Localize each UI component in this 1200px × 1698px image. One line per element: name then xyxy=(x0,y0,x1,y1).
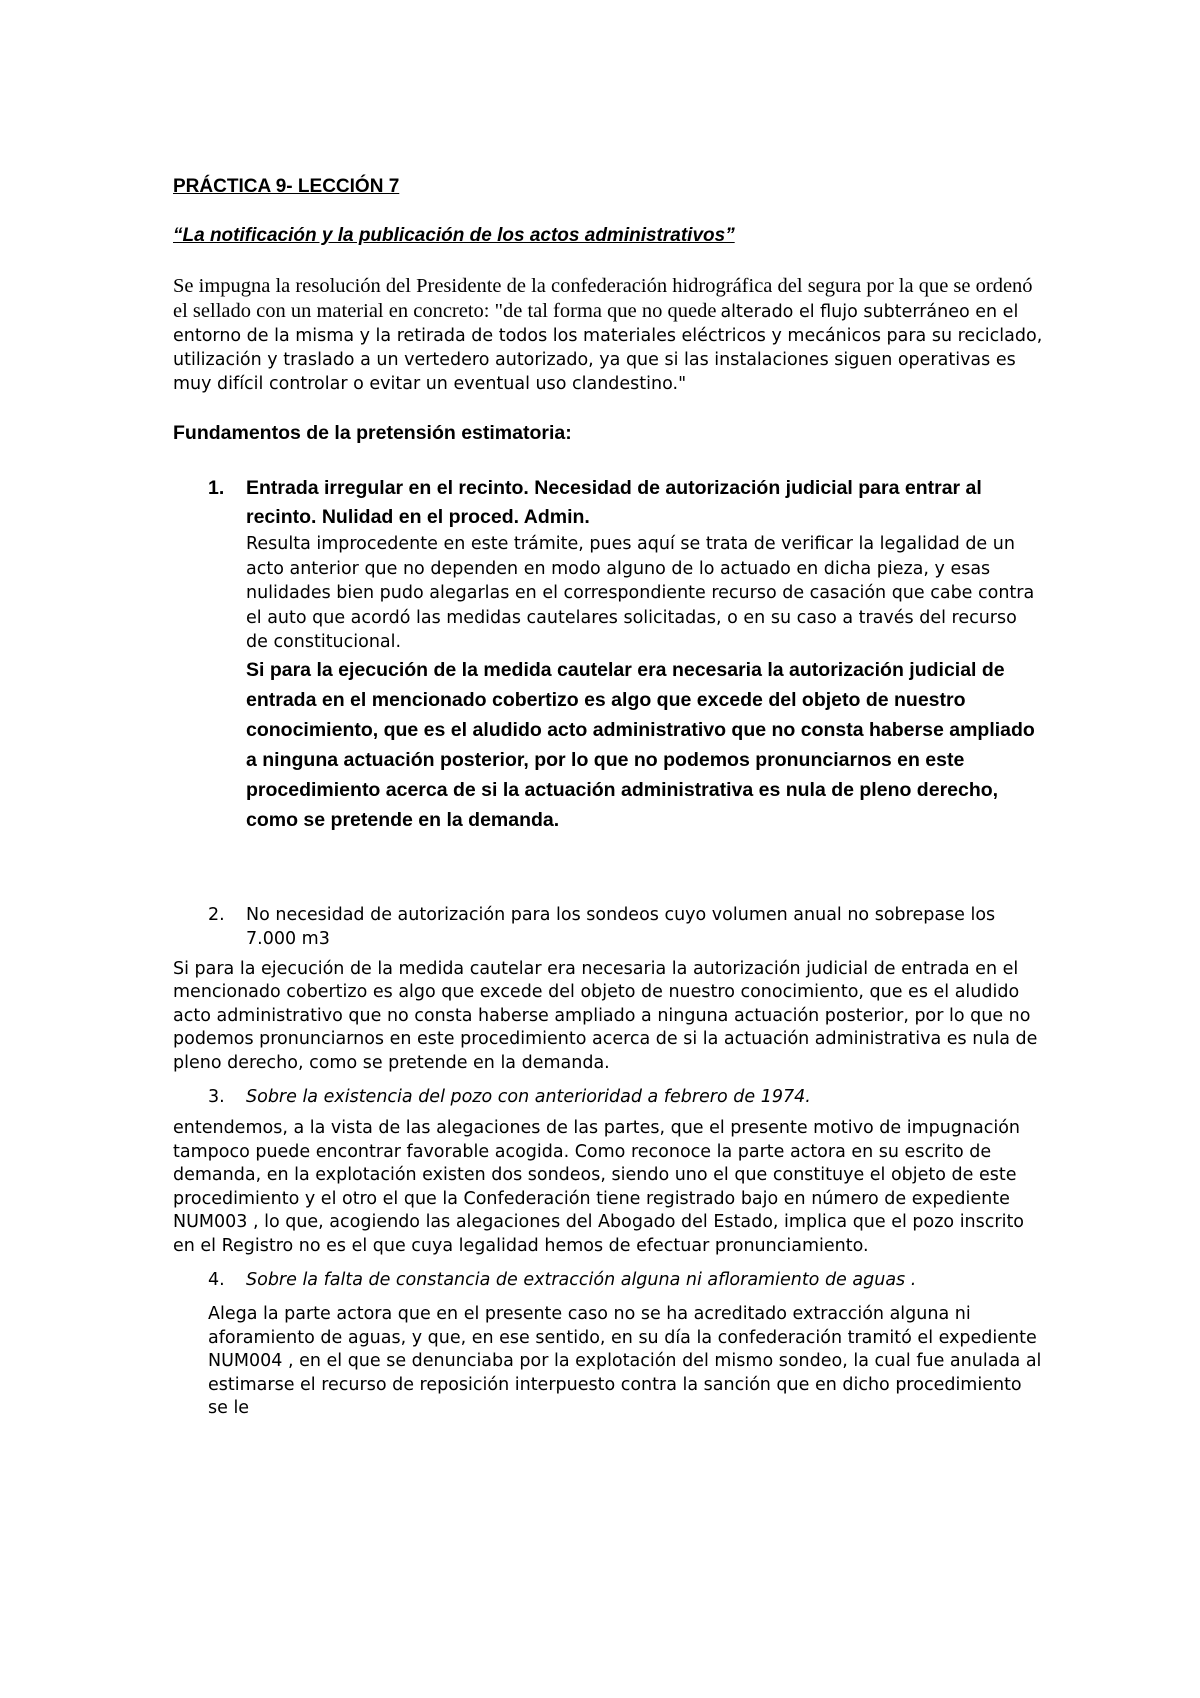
section-heading: Fundamentos de la pretensión estimatoria: xyxy=(173,422,572,444)
list-item-3 xyxy=(173,1085,1043,1109)
intro-sans-text: alterado el flujo subterráneo en el entorno de la misma y la retirada de todos los materiales eléctricos y mecánicos para su reciclado, utilización y traslado a un vertedero autorizado, ya que si las instalaciones siguen operativas es muy difícil controlar o evitar un eventual uso clandestino." xyxy=(173,302,1043,394)
list-item-number: 2. xyxy=(208,904,225,925)
list-item-4 xyxy=(173,1268,1043,1292)
paragraph-after-item-3: entendemos, a la vista de las alegaciones de las partes, que el presente motivo de impugnación tampoco puede encontrar favorable acogida. Como reconoce la parte actora en su escrito de demanda, en la explotación existen dos sondeos, siendo uno el que constituye el objeto de este procedimiento y el otro el que la Confederación tiene registrado bajo en número de expediente NUM003 , lo que, acogiendo las alegaciones del Abogado del Estado, implica que el pozo inscrito en el Registro no es el que cuya legalidad hemos de efectuar pronunciamiento. xyxy=(173,1118,1025,1256)
document-subtitle: “La notificación y la publicación de los actos administrativos” xyxy=(173,225,735,246)
list-item-number: 4. xyxy=(208,1270,225,1290)
list-item-1 xyxy=(173,474,1043,835)
list-item-heading: Sobre la falta de constancia de extracción alguna ni afloramiento de aguas . xyxy=(246,1270,917,1290)
paragraph-after-item-4: Alega la parte actora que en el presente caso no se ha acreditado extracción alguna ni aforamiento de aguas, y que, en ese sentido, en su día la confederación tramitó el expediente NUM004 , en el que se denunciaba por la explotación del mismo sondeo, la cual fue anulada al estimarse el recurso de reposición interpuesto contra la sanción que en dicho procedimiento se le xyxy=(208,1304,1042,1418)
intro-paragraph xyxy=(173,274,1043,396)
list-item-number: 3. xyxy=(208,1087,225,1107)
list-item-bold-body: Si para la ejecución de la medida cautelar era necesaria la autorización judicial de entrada en el mencionado cobertizo es algo que excede del objeto de nuestro conocimiento, que es el aludido acto administrativo que no consta haberse ampliado a ninguna actuación posterior, por lo que no podemos pronunciarnos en este procedimiento acerca de si la actuación administrativa es nula de pleno derecho, como se pretende en la demanda. xyxy=(246,658,1035,831)
document-title: PRÁCTICA 9- LECCIÓN 7 xyxy=(173,176,400,197)
list-item-2 xyxy=(173,903,1043,951)
paragraph-after-item-2: Si para la ejecución de la medida cautelar era necesaria la autorización judicial de entrada en el mencionado cobertizo es algo que excede del objeto de nuestro conocimiento, que es el aludido acto administrativo que no consta haberse ampliado a ninguna actuación posterior, por lo que no podemos pronunciarnos en este procedimiento acerca de si la actuación administrativa es nula de pleno derecho, como se pretende en la demanda. xyxy=(173,958,1038,1073)
intro-serif-text: Se impugna la resolución del Presidente de la confederación hidrográfica del segura por la que se ordenó el sellado con un material en concreto: "de tal forma que no quede xyxy=(173,275,1033,322)
list-item-heading: No necesidad de autorización para los sondeos cuyo volumen anual no sobrepase los 7.000 m3 xyxy=(246,904,996,949)
list-item-heading: Sobre la existencia del pozo con anterioridad a febrero de 1974. xyxy=(246,1087,811,1107)
list-item-body: Resulta improcedente en este trámite, pues aquí se trata de verificar la legalidad de un acto anterior que no dependen en modo alguno de lo actuado en dicha pieza, y esas nulidades bien pudo alegarlas en el correspondiente recurso de casación que cabe contra el auto que acordó las medidas cautelares solicitadas, o en su caso a través del recurso de constitucional. xyxy=(246,534,1035,652)
list-item-number: 1. xyxy=(208,477,225,499)
list-item-heading: Entrada irregular en el recinto. Necesidad de autorización judicial para entrar al recinto. Nulidad en el proced. Admin. xyxy=(246,477,982,528)
document-body xyxy=(173,175,1043,1421)
